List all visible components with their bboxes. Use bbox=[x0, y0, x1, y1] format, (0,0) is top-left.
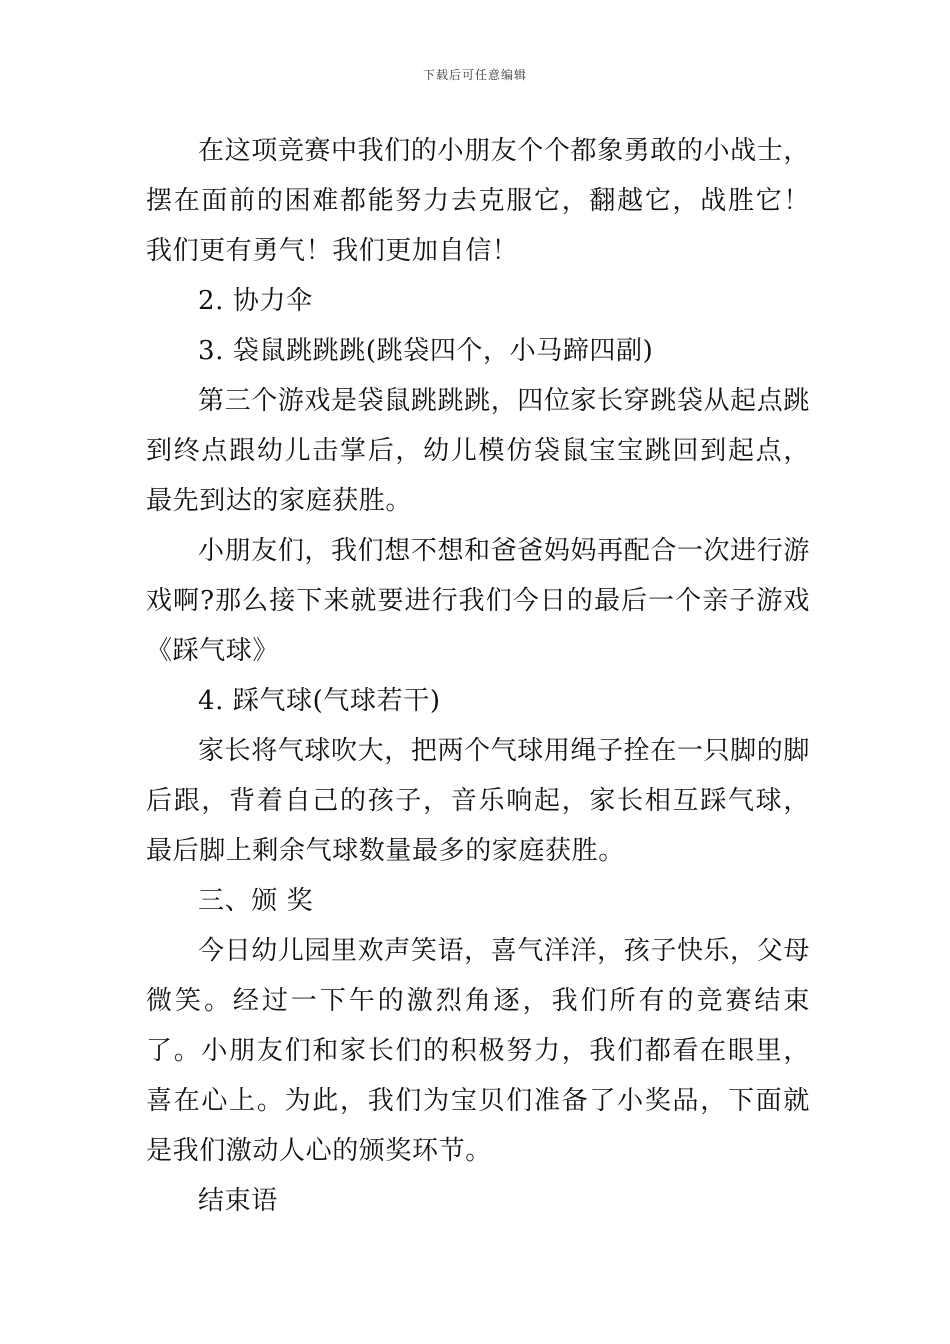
paragraph-1: 在这项竞赛中我们的小朋友个个都象勇敢的小战士，摆在面前的困难都能努力去克服它，翻越它，战胜它！我们更有勇气！我们更加自信！ bbox=[146, 136, 810, 266]
closing-heading: 结束语 bbox=[198, 1186, 278, 1216]
list-item-4: 4. 踩气球(气球若干) bbox=[198, 686, 441, 716]
list-item-3: 3. 袋鼠跳跳跳(跳袋四个，小马蹄四副) bbox=[198, 336, 654, 366]
paragraph-7: 家长将气球吹大，把两个气球用绳子拴在一只脚的脚后跟，背着自己的孩子，音乐响起，家长相互踩气球，最后脚上剩余气球数量最多的家庭获胜。 bbox=[146, 736, 810, 866]
list-item-2: 2. 协力伞 bbox=[198, 286, 313, 316]
paragraph-5: 小朋友们，我们想不想和爸爸妈妈再配合一次进行游戏啊?那么接下来就要进行我们今日的最后一个亲子游戏《踩气球》 bbox=[146, 536, 810, 666]
document-body bbox=[146, 126, 810, 1226]
page-header-note: 下载后可任意编辑 bbox=[422, 68, 527, 82]
paragraph-9: 今日幼儿园里欢声笑语，喜气洋洋，孩子快乐，父母微笑。经过一下午的激烈角逐，我们所有的竞赛结束了。小朋友们和家长们的积极努力，我们都看在眼里，喜在心上。为此，我们为宝贝们准备了小奖品，下面就是我们激动人心的颁奖环节。 bbox=[146, 936, 810, 1166]
paragraph-4: 第三个游戏是袋鼠跳跳跳，四位家长穿跳袋从起点跳到终点跟幼儿击掌后，幼儿模仿袋鼠宝宝跳回到起点，最先到达的家庭获胜。 bbox=[146, 386, 810, 516]
section-heading-award: 三、颁 奖 bbox=[198, 886, 314, 916]
